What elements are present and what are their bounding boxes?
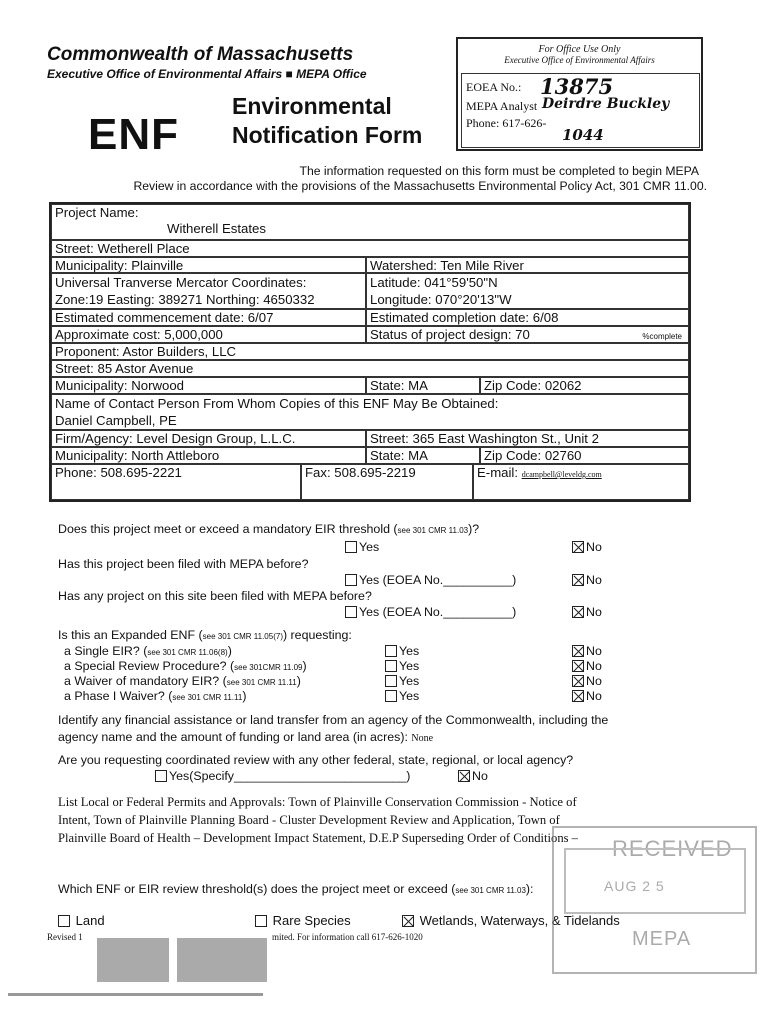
eoea-number: 13875 xyxy=(540,74,614,99)
question-expanded-enf: Is this an Expanded ENF (see 301 CMR 11.05(7)) requesting: xyxy=(58,628,352,642)
coordinated-review-no[interactable]: No xyxy=(458,769,488,783)
checkbox-icon[interactable] xyxy=(385,660,397,672)
permits-line2: Intent, Town of Plainville Planning Board - Cluster Development Review and Application, Town of xyxy=(58,813,560,827)
eir-threshold-no[interactable]: No xyxy=(572,540,602,554)
checkbox-checked-icon[interactable] xyxy=(458,770,470,782)
question-filed-before: Has this project been filed with MEPA before? xyxy=(58,557,309,571)
stamp-date-box xyxy=(564,848,746,914)
threshold-rare-species[interactable]: Rare Species xyxy=(255,913,351,928)
special-review-no[interactable]: No xyxy=(572,659,602,673)
analyst-name: Deirdre Buckley xyxy=(542,96,670,112)
single-eir-yes[interactable]: Yes xyxy=(385,644,419,658)
financial-value: None xyxy=(411,733,434,744)
contact-email-label: E-mail: xyxy=(477,465,519,480)
threshold-question: Which ENF or EIR review threshold(s) does the project meet or exceed (see 301 CMR 11.03): xyxy=(58,882,534,896)
checkbox-checked-icon[interactable] xyxy=(402,915,414,927)
financial-line1: Identify any financial assistance or land transfer from an agency of the Commonwealth, including the xyxy=(58,713,609,727)
eoea-label: EOEA No.: xyxy=(466,80,522,94)
utm-label: Universal Tranverse Mercator Coordinates: xyxy=(55,275,307,290)
checkbox-checked-icon[interactable] xyxy=(572,541,584,553)
project-name-value: Witherell Estates xyxy=(167,221,266,236)
longitude: Longitude: 070°20'13"W xyxy=(370,292,512,307)
question-eir-threshold: Does this project meet or exceed a mandatory EIR threshold (see 301 CMR 11.03)? xyxy=(58,522,480,536)
form-title-line1: Environmental xyxy=(232,93,392,119)
site-filed-no[interactable]: No xyxy=(572,605,602,619)
intro-line2: Review in accordance with the provisions of the Massachusetts Environmental Policy Act, 301 CMR 11.00. xyxy=(133,179,707,193)
sub-waiver-eir: a Waiver of mandatory EIR? (see 301 CMR 11.11) xyxy=(64,674,301,688)
proponent-name: Proponent: Astor Builders, LLC xyxy=(51,343,689,360)
utm-cell xyxy=(51,273,366,309)
expanded-enf-ref: see 301 CMR 11.05(7) xyxy=(202,632,283,641)
bottom-rule xyxy=(8,993,263,996)
project-watershed: Watershed: Ten Mile River xyxy=(366,257,689,273)
proponent-state: State: MA xyxy=(366,377,480,394)
sub-phase-waiver: a Phase I Waiver? (see 301 CMR 11.11) xyxy=(64,689,247,703)
design-status: Status of project design: 70 xyxy=(370,327,530,342)
project-street: Street: Wetherell Place xyxy=(51,240,689,257)
question-site-filed: Has any project on this site been filed with MEPA before? xyxy=(58,589,372,603)
analyst-label: MEPA Analyst xyxy=(466,99,538,113)
proponent-street: Street: 85 Astor Avenue xyxy=(51,360,689,377)
waiver-eir-no[interactable]: No xyxy=(572,674,602,688)
info-note: mited. For information call 617-626-1020 xyxy=(272,932,423,942)
contact-firm: Firm/Agency: Level Design Group, L.L.C. xyxy=(51,430,366,447)
intro-text xyxy=(47,164,707,194)
office-use-fields xyxy=(461,73,700,148)
threshold-wetlands[interactable]: Wetlands, Waterways, & Tidelands xyxy=(402,913,620,928)
contact-email-cell xyxy=(473,464,689,500)
redacted-block xyxy=(177,938,267,982)
approximate-cost: Approximate cost: 5,000,000 xyxy=(51,326,366,343)
permits-line1: List Local or Federal Permits and Approvals: Town of Plainville Conservation Commission - Notice of xyxy=(58,795,577,809)
office-use-box xyxy=(456,37,703,151)
agency-name: Commonwealth of Massachusetts xyxy=(47,44,354,65)
checkbox-checked-icon[interactable] xyxy=(572,660,584,672)
checkbox-icon[interactable] xyxy=(345,606,357,618)
checkbox-icon[interactable] xyxy=(385,690,397,702)
form-title xyxy=(232,92,422,150)
stamp-date: AUG 2 5 xyxy=(604,878,665,894)
checkbox-icon[interactable] xyxy=(385,675,397,687)
eir-threshold-yes[interactable]: Yes xyxy=(345,540,379,554)
single-eir-no[interactable]: No xyxy=(572,644,602,658)
sub-special-review: a Special Review Procedure? (see 301CMR 11.09) xyxy=(64,659,307,673)
financial-line2: agency name and the amount of funding or land area (in acres): None xyxy=(58,730,434,744)
phase-waiver-yes[interactable]: Yes xyxy=(385,689,419,703)
project-info-grid xyxy=(49,202,691,502)
contact-cell xyxy=(51,394,689,430)
form-title-line2: Notification Form xyxy=(232,122,423,148)
permits-line3: Plainville Board of Health – Development Impact Statement, D.E.P Superseding Order of Conditions – xyxy=(58,831,578,845)
contact-street: Street: 365 East Washington St., Unit 2 xyxy=(366,430,689,447)
checkbox-icon[interactable] xyxy=(58,915,70,927)
commencement-date: Estimated commencement date: 6/07 xyxy=(51,309,366,326)
contact-label: Name of Contact Person From Whom Copies of this ENF May Be Obtained: xyxy=(55,396,499,411)
checkbox-icon[interactable] xyxy=(345,574,357,586)
checkbox-checked-icon[interactable] xyxy=(572,675,584,687)
threshold-land[interactable]: Land xyxy=(58,913,105,928)
design-status-unit: %complete xyxy=(642,332,682,341)
checkbox-checked-icon[interactable] xyxy=(572,645,584,657)
phone-label: Phone: 617-626- xyxy=(466,116,547,130)
agency-office: Executive Office of Environmental Affairs ■ MEPA Office xyxy=(47,67,367,81)
sub-single-eir: a Single EIR? (see 301 CMR 11.06(8)) xyxy=(64,644,232,658)
stamp-office: MEPA xyxy=(632,928,692,950)
checkbox-checked-icon[interactable] xyxy=(572,606,584,618)
contact-email-value: dcampbell@leveldg.com xyxy=(521,470,602,479)
contact-name: Daniel Campbell, PE xyxy=(55,413,177,428)
latitude: Latitude: 041°59'50"N xyxy=(370,275,498,290)
project-name-label: Project Name: xyxy=(55,205,139,220)
proponent-municipality: Municipality: Norwood xyxy=(51,377,366,394)
waiver-eir-yes[interactable]: Yes xyxy=(385,674,419,688)
checkbox-icon[interactable] xyxy=(155,770,167,782)
design-status-cell xyxy=(366,326,689,343)
site-filed-yes[interactable]: Yes (EOEA No.__________) xyxy=(345,605,516,619)
utm-value: Zone:19 Easting: 389271 Northing: 4650332 xyxy=(55,292,315,307)
office-use-title: For Office Use Only xyxy=(538,44,621,55)
contact-phone: Phone: 508.695-2221 xyxy=(51,464,301,500)
form-code: ENF xyxy=(88,110,179,159)
phone-extension: 1044 xyxy=(562,126,604,144)
phase-waiver-no[interactable]: No xyxy=(572,689,602,703)
coordinated-review-question: Are you requesting coordinated review with any other federal, state, regional, or local agency? xyxy=(58,753,574,767)
filed-before-yes[interactable]: Yes (EOEA No.__________) xyxy=(345,573,516,587)
intro-line1: The information requested on this form must be completed to begin MEPA xyxy=(299,164,699,178)
redacted-block xyxy=(97,938,169,982)
contact-state: State: MA xyxy=(366,447,480,464)
checkbox-icon[interactable] xyxy=(345,541,357,553)
checkbox-checked-icon[interactable] xyxy=(572,690,584,702)
proponent-zip: Zip Code: 02062 xyxy=(480,377,689,394)
contact-municipality: Municipality: North Attleboro xyxy=(51,447,366,464)
coordinated-review-yes[interactable]: Yes(Specify_________________________) xyxy=(155,769,410,783)
project-municipality: Municipality: Plainville xyxy=(51,257,366,273)
checkbox-checked-icon[interactable] xyxy=(572,574,584,586)
filed-before-no[interactable]: No xyxy=(572,573,602,587)
project-name-cell xyxy=(51,204,689,240)
checkbox-icon[interactable] xyxy=(255,915,267,927)
special-review-yes[interactable]: Yes xyxy=(385,659,419,673)
office-use-subtitle: Executive Office of Environmental Affairs xyxy=(504,55,655,65)
contact-zip: Zip Code: 02760 xyxy=(480,447,689,464)
contact-fax: Fax: 508.695-2219 xyxy=(301,464,473,500)
received-stamp xyxy=(552,826,757,974)
completion-date: Estimated completion date: 6/08 xyxy=(366,309,689,326)
lat-long-cell xyxy=(366,273,689,309)
eir-threshold-ref: see 301 CMR 11.03 xyxy=(397,526,469,535)
stamp-received: RECEIVED xyxy=(612,836,733,861)
revised-note: Revised 1 xyxy=(47,932,83,942)
checkbox-icon[interactable] xyxy=(385,645,397,657)
